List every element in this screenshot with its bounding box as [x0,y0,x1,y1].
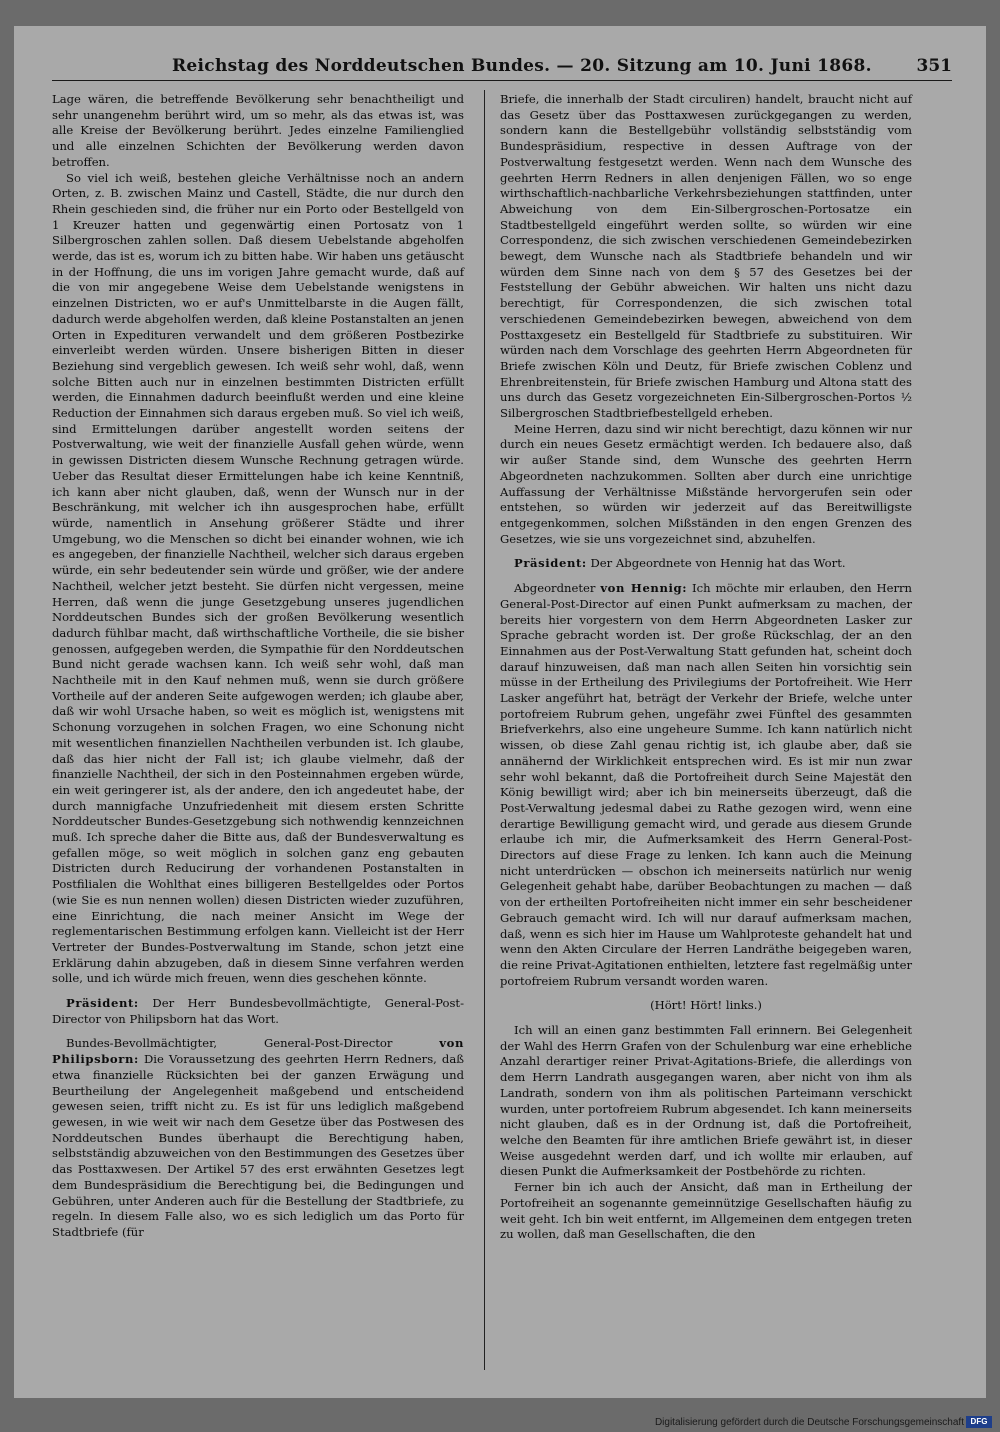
speaker-title: Abgeordneter [514,581,596,596]
speaker-name: Präsident: [514,556,587,571]
paragraph: Briefe, die innerhalb der Stadt circuliren) handelt, braucht nicht auf das Gesetz über das Posttaxwesen zurückgegangen zu werden, sondern kann die Bestellgebühr vollständig selbstständig vom Bundespräsidium, respective in dessen Auftrage von der Postverwaltung festgesetzt werden. Wenn nach dem Wunsche des geehrten Herrn Redners in allen denjenigen Fällen, wo so enge wirthschaftlich-nachbarliche Verkehrsbeziehungen stattfinden, unter Abweichung von dem Ein-Silbergroschen-Portosatze ein Stadtbestellgeld eingeführt werden sollte, so würden wir eine Correspondenz, die sich zwischen verschiedenen Gemeindebezirken bewegt, dem Wunsche nach als Stadtbriefe behandeln und wir würden dem Sinne nach von dem § 57 des Gesetzes bei der Feststellung der Gebühr abweichen. Wir halten uns nicht dazu berechtigt, für Correspondenzen, die sich zwischen total verschiedenen Gemeindebezirken bewegen, abweichend von dem Posttaxgesetz ein Bestellgeld für Stadtbriefe zu substituiren. Wir würden nach dem Vorschlage des geehrten Herrn Abgeordneten für Briefe zwischen Köln und Deutz, für Briefe zwischen Coblenz und Ehrenbreitenstein, für Briefe zwischen Hamburg und Altona statt des uns durch das Gesetz vorgezeichneten Ein-Silbergroschen-Portos ½ Silbergroschen Stadtbriefbestellgeld erheben. [500,92,912,421]
paragraph: Lage wären, die betreffende Bevölkerung sehr benachtheiligt und sehr unangenehm berührt wird, um so mehr, als das etwas ist, was alle Kreise der Bevölkerung berührt. Jedes einzelne Familienglied und alle einzelnen Schichten der Bevölkerung werden davon betroffen. [52,92,464,169]
right-column [500,92,912,1243]
speaker-title: Bundes-Bevollmächtigter, General-Post-Director [66,1036,393,1051]
column-divider [484,90,485,1370]
speaker-name: Präsident: [66,996,139,1011]
speech-text: Die Voraussetzung des geehrten Herrn Redners, daß etwa finanzielle Rücksichten bei der ganzen Erwägung und Beurtheilung der Angelegenheit maßgebend und entscheidend gewesen seien, trifft nicht zu. Es ist für uns lediglich maßgebend gewesen, in wie weit wir nach dem Gesetze über das Postwesen des Norddeutschen Bundes überhaupt die Berechtigung haben, selbstständig abzuweichen von den Bestimmungen des Gesetzes über das Posttaxwesen. Der Artikel 57 des erst erwähnten Gesetzes legt dem Bundespräsidium die Berechtigung bei, die Bedingungen und Gebühren, unter Anderen auch für die Bestellung der Stadtbriefe, zu regeln. In diesem Falle also, wo es sich lediglich um das Porto für Stadtbriefe (für [52,1052,465,1239]
footer-credit: Digitalisierung gefördert durch die Deutsche Forschungsgemeinschaft [654,1417,964,1428]
running-head [52,56,952,81]
page-number: 351 [916,56,952,76]
speech-hennig [500,581,912,989]
left-column [52,92,464,1241]
speech-text: Der Abgeordnete von Hennig hat das Wort. [590,556,846,571]
speaker-name: von Philipsborn: [52,1036,464,1067]
speech-text: Der Herr Bundesbevollmächtigte, General-Post-Director von Philipsborn hat das Wort. [52,996,465,1026]
paragraph: Ich will an einen ganz bestimmten Fall erinnern. Bei Gelegenheit der Wahl des Herrn Grafen von der Schulenburg war eine erhebliche Anzahl derartiger reiner Privat-Agitations-Briefe, die allerdings von dem Herrn Landrath ausgegangen waren, aber nicht von ihm als Landrath, sondern von ihm als politischen Parteimann verschickt wurden, unter portofreiem Rubrum abgesendet. Ich kann meinerseits nicht glauben, daß es in der Ordnung ist, daß die Portofreiheit, welche den Beamten für ihre amtlichen Briefe gewährt ist, in dieser Weise ausgedehnt werden darf, und ich wollte mir erlauben, auf diesen Punkt die Aufmerksamkeit der Postbehörde zu richten. [500,1023,912,1179]
speech-text: Ich möchte mir erlauben, den Herrn General-Post-Director auf einen Punkt aufmerksam zu machen, der bereits hier vorgestern von dem Herrn Abgeordneten Lasker zur Sprache gebracht worden ist. Der große Rückschlag, der an den Einnahmen aus der Post-Verwaltung Statt gefunden hat, scheint doch darauf hinzuweisen, daß man nach allen Seiten hin vorsichtig sein müsse in der Ertheilung des Privilegiums der Portofreiheit. Wie Herr Lasker angeführt hat, beträgt der Verkehr der Briefe, welche unter portofreiem Rubrum gehen, ungefähr zwei Fünftel des gesammten Briefverkehrs, also eine ungeheure Summe. Ich kann natürlich nicht wissen, ob diese Zahl genau richtig ist, ich glaube aber, daß sie annähernd der Wirklichkeit entsprechen wird. Es ist mir nun zwar sehr wohl bekannt, daß die Portofreiheit durch Seine Majestät den König bewilligt wird; aber ich bin meinerseits überzeugt, daß die Post-Verwaltung jedesmal dabei zu Rathe gezogen wird, wenn eine derartige Bewilligung gemacht wird, und gerade aus diesem Grunde erlaube ich mir, die Aufmerksamkeit des Herrn General-Post-Directors auf diese Frage zu lenken. Ich kann auch die Meinung nicht unterdrücken — obschon ich meinerseits natürlich nur wenig Gelegenheit gehabt habe, darüber Beobachtungen zu machen — daß von der ertheilten Portofreiheiten nicht immer ein sehr bescheidener Gebrauch gemacht wird. Ich will nur darauf aufmerksam machen, daß, wenn es sich hier im Hause um Wahlproteste gehandelt hat und wenn den Akten Circulare der Herren Landräthe beigegeben waren, die reine Privat-Agitationen enthielten, letztere fast regelmäßig unter portofreiem Rubrum versandt worden waren. [500,581,913,988]
speech-philipsborn [52,1036,464,1240]
speaker-name: von Hennig: [600,581,688,596]
speech-president [52,996,464,1027]
paragraph: Ferner bin ich auch der Ansicht, daß man in Ertheilung der Portofreiheit an sogenannte gemeinnützige Gesellschaften häufig zu weit geht. Ich bin weit entfernt, im Allgemeinen dem entgegen treten zu wollen, daß man Gesellschaften, die den [500,1180,912,1242]
dfg-logo-icon: DFG [966,1416,992,1428]
paragraph: So viel ich weiß, bestehen gleiche Verhältnisse noch an andern Orten, z. B. zwischen Mainz und Castell, Städte, die nur durch den Rhein geschieden sind, die früher nur ein Porto oder Bestellgeld von 1 Kreuzer hatten und gegenwärtig einen Portosatz von 1 Silbergroschen zahlen sollen. Daß diesem Uebelstande abgeholfen werde, das ist es, worum ich zu bitten habe. Wir haben uns getäuscht in der Hoffnung, die uns im vorigen Jahre gemacht wurde, daß auf die von mir angegebene Weise dem Uebelstande wenigstens in einzelnen Districten, wo er auf's Unmittelbarste in die Augen fällt, dadurch werde abgeholfen werden, daß kleine Postanstalten an jenen Orten in Expedituren verwandelt und dem größeren Postbezirke einverleibt werden würden. Unsere bisherigen Bitten in dieser Beziehung sind vergeblich gewesen. Ich weiß sehr wohl, daß, wenn solche Bitten auch nur in einzelnen bestimmten Districten erfüllt werden, die Einnahmen dadurch beeinflußt werden und eine kleine Reduction der Einnahmen sich daraus ergeben muß. So viel ich weiß, sind Ermittelungen darüber angestellt worden seitens der Postverwaltung, wie weit der finanzielle Ausfall gehen würde, wenn in gewissen Districten diesem Wunsche Rechnung getragen würde. Ueber das Resultat dieser Ermittelungen habe ich keine Kenntniß, ich kann aber nicht glauben, daß, wenn der Wunsch nur in der Beschränkung, mit welcher ich ihn ausgesprochen habe, erfüllt würde, namentlich in Ansehung größerer Städte und ihrer Umgebung, wo die Menschen so dicht bei einander wohnen, wie ich es angegeben, der finanzielle Nachtheil, welcher sich daraus ergeben würde, ein sehr bedeutender sein würde und größer, wie der andere Nachtheil, welcher jetzt besteht. Sie dürfen nicht vergessen, meine Herren, daß wenn die junge Gesetzgebung unseres jugendlichen Norddeutschen Bundes sich der großen Bevölkerung wesentlich dadurch fühlbar macht, daß wirthschaftliche Vortheile, die sie bisher genossen, aufgegeben werden, die Sympathie für den Norddeutschen Bund nicht gerade wachsen kann. Ich weiß sehr wohl, daß man Nachtheile mit in den Kauf nehmen muß, wenn sie durch größere Vortheile auf der anderen Seite aufgewogen werden; ich glaube aber, daß wir wohl Ursache haben, so weit es möglich ist, wenigstens mit Schonung vorzugehen in solchen Fragen, wo eine Schonung nicht mit wesentlichen finanziellen Nachtheilen verbunden ist. Ich glaube, daß das hier nicht der Fall ist; ich glaube vielmehr, daß der finanzielle Nachtheil, der sich in den Posteinnahmen ergeben würde, ein weit geringerer ist, als der andere, den ich angedeutet habe, der durch mannigfache Unzufriedenheit mit diesem ersten Schritte Norddeutscher Bundes-Gesetzgebung sich nothwendig kennzeichnen muß. Ich spreche daher die Bitte aus, daß der Bundesverwaltung es gefallen möge, so weit möglich in solchen ganz eng gebauten Districten durch Reducirung der vorhandenen Postanstalten in Postfilialen die Wohlthat eines billigeren Bestellgeldes oder Portos (wie Sie es nun nennen wollen) diesen Districten wieder zuzuführen, eine Einrichtung, die nach meiner Ansicht im Wege der reglementarischen Bestimmung erfolgen kann. Vielleicht ist der Herr Vertreter der Bundes-Postverwaltung im Stande, schon jetzt eine Erklärung dahin abzugeben, daß in diesem Sinne verfahren werden solle, und ich würde mich freuen, wenn dies geschehen könnte. [52,170,464,986]
interjection: (Hört! Hört! links.) [650,998,762,1013]
paragraph: Meine Herren, dazu sind wir nicht berechtigt, dazu können wir nur durch ein neues Gesetz ermächtigt werden. Ich bedauere also, daß wir außer Stande sind, dem Wunsche des geehrten Herrn Abgeordneten nachzukommen. Sollten aber durch eine unrichtige Auffassung der Verhältnisse Mißstände hervorgerufen sein oder entstehen, so würden wir jederzeit auf das Bereitwilligste entgegenkommen, solchen Mißständen in den engen Grenzen des Gesetzes, wie sie uns vorgezeichnet sind, abzuhelfen. [500,421,912,546]
scanned-page [14,26,986,1398]
running-title: Reichstag des Norddeutschen Bundes. — 20. Sitzung am 10. Juni 1868. [172,56,872,76]
speech-president [500,556,912,572]
